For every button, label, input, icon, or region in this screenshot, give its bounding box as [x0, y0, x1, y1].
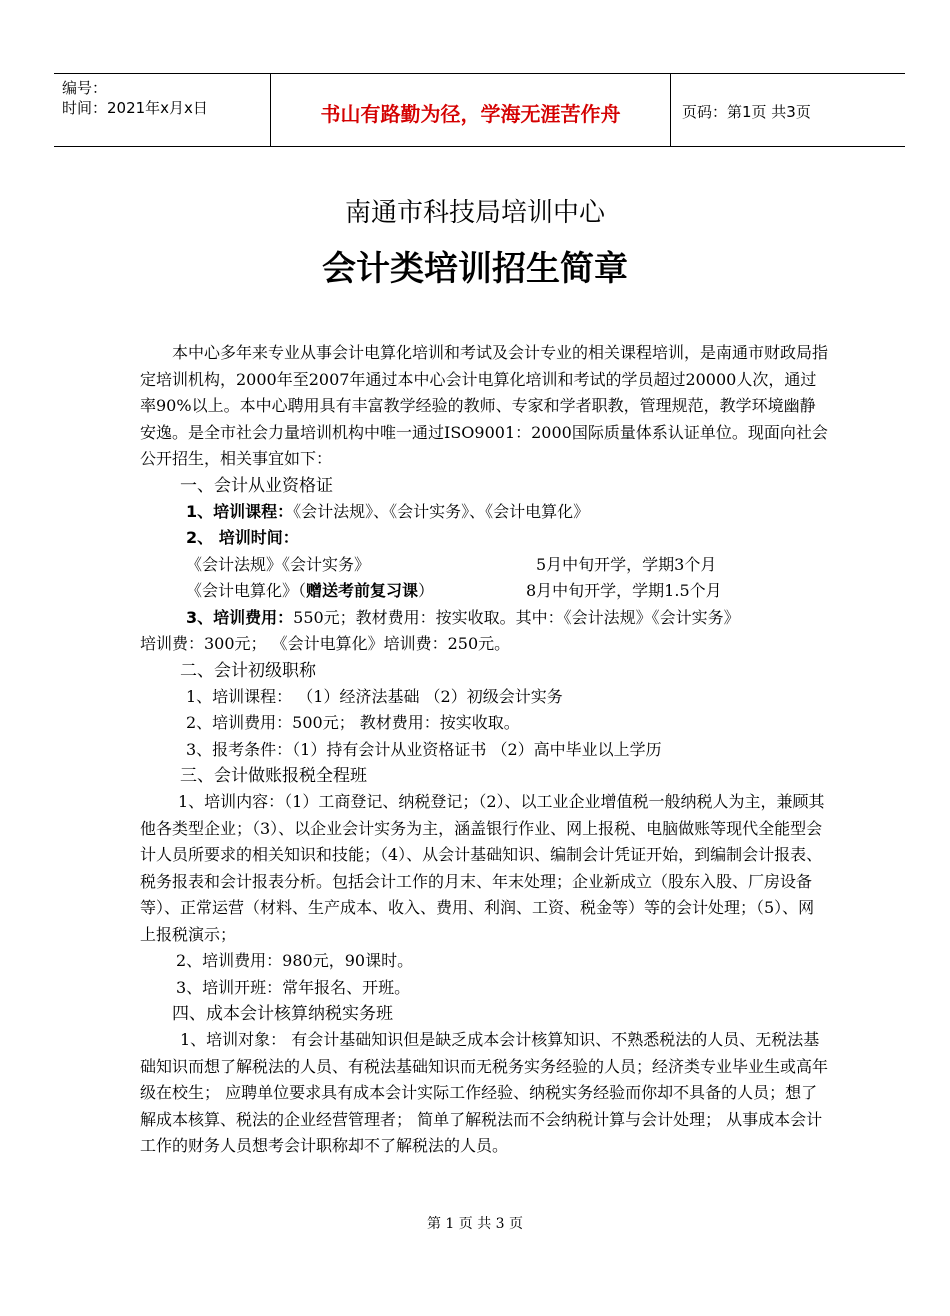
s1-row2-courses: [186, 578, 434, 605]
s2-line: 3、报考条件：（1）持有会计从业资格证书 （2）高中毕业以上学历: [186, 739, 662, 759]
s1-fee-continuation: 培训费：300元； 《会计电算化》培训费：250元。: [140, 634, 511, 653]
s1-time-label: 2、 培训时间：: [186, 528, 299, 547]
header-page-info: 页码：第1页 共3页: [682, 103, 811, 121]
s2-line: 1、培训课程： （1）经济法基础 （2）初级会计实务: [186, 686, 563, 706]
s1-row2-schedule: 8月中旬开学，学期1.5个月: [526, 581, 722, 600]
header-meta: [62, 78, 208, 118]
header-motto: 书山有路勤为径，学海无涯苦作舟: [320, 102, 621, 126]
org-title: 南通市科技局培训中心: [344, 198, 605, 228]
page-header: [54, 73, 905, 147]
intro-paragraph: 本中心多年来专业从事会计电算化培训和考试及会计专业的相关课程培训，是南通市财政局指定培训机构，2000年至2007年通过本中心会计电算化培训和考试的学员超过20000人次，通过率90%以上。本中心聘用具有丰富教学经验的教师、专家和学者职教，管理规范，教学环境幽静安逸。是全市社会力量培训机构中唯一通过ISO9001：2000国际质量体系认证单位。现面向社会公开招生，相关事宜如下：: [140, 343, 829, 468]
s1-schedule-row: [140, 552, 830, 579]
s1-fee-label: 3、培训费用：: [186, 607, 294, 627]
s1-schedule-row: [140, 578, 830, 605]
s1-course-text: 《会计法规》、《会计实务》、《会计电算化》: [293, 501, 590, 521]
s1-row1-courses: 《会计法规》《会计实务》: [186, 554, 371, 574]
doc-title: 会计类培训招生简章: [322, 249, 628, 289]
section-heading: 二、会计初级职称: [180, 660, 316, 681]
s1-row2-bonus: 赠送考前复习课: [306, 581, 419, 600]
document-body: [140, 340, 830, 1160]
s3-content: 1、培训内容：（1）工商登记、纳税登记；（2）、以工业企业增值税一般纳税人为主，兼顾其他各类型企业；（3）、以企业会计实务为主，涵盖银行作业、网上报税、电脑做账等现代全能型会计人员所要求的相关知识和技能；（4）、从会计基础知识、编制会计凭证开始，到编制会计报表、税务报表和会计报表分析。包括会计工作的月末、年末处理；企业新成立（股东入股、厂房设备等）、正常运营（材料、生产成本、收入、费用、利润、工资、税金等）等的会计处理；（5）、网上报税演示；: [140, 792, 825, 944]
s1-row2-close: ）: [418, 581, 435, 600]
doc-number-label: 编号：: [62, 79, 108, 97]
s2-line: 2、培训费用：500元； 教材费用：按实收取。: [186, 713, 520, 732]
s1-row2-course: 《会计电算化》（: [186, 581, 307, 600]
header-divider: [670, 74, 671, 146]
section-heading: 四、成本会计核算纳税实务班: [172, 1004, 393, 1024]
s1-course-label: 1、培训课程：: [186, 501, 294, 521]
s1-fee-line: [140, 605, 830, 632]
s3-fee: 2、培训费用：980元，90课时。: [176, 951, 414, 970]
s4-target: 1、培训对象： 有会计基础知识但是缺乏成本会计核算知识、不熟悉税法的人员、无税法基础知识而想了解税法的人员、有税法基础知识而无税务实务经验的人员；经济类专业毕业生或高年级在校生； 应聘单位要求具有成本会计实际工作经验、纳税实务经验而你却不具备的人员；想了解成本核算、税法的企业经营管理者； 简单了解税法而不会纳税计算与会计处理； 从事成本会计工作的财务人员想考会计职称却不了解税法的人员。: [140, 1030, 829, 1155]
s3-open: 3、培训开班：常年报名、开班。: [176, 977, 411, 997]
doc-time-label: 时间：2021年x月x日: [62, 99, 208, 117]
s1-row1-schedule: 5月中旬开学，学期3个月: [536, 554, 717, 574]
section-heading: 三、会计做账报税全程班: [180, 766, 367, 786]
section-heading: 一、会计从业资格证: [180, 475, 333, 496]
page-footer: 第 1 页 共 3 页: [426, 1216, 524, 1232]
s1-course-line: [140, 499, 830, 526]
s1-fee-text: 550元；教材费用：按实收取。其中：《会计法规》《会计实务》: [293, 607, 740, 627]
